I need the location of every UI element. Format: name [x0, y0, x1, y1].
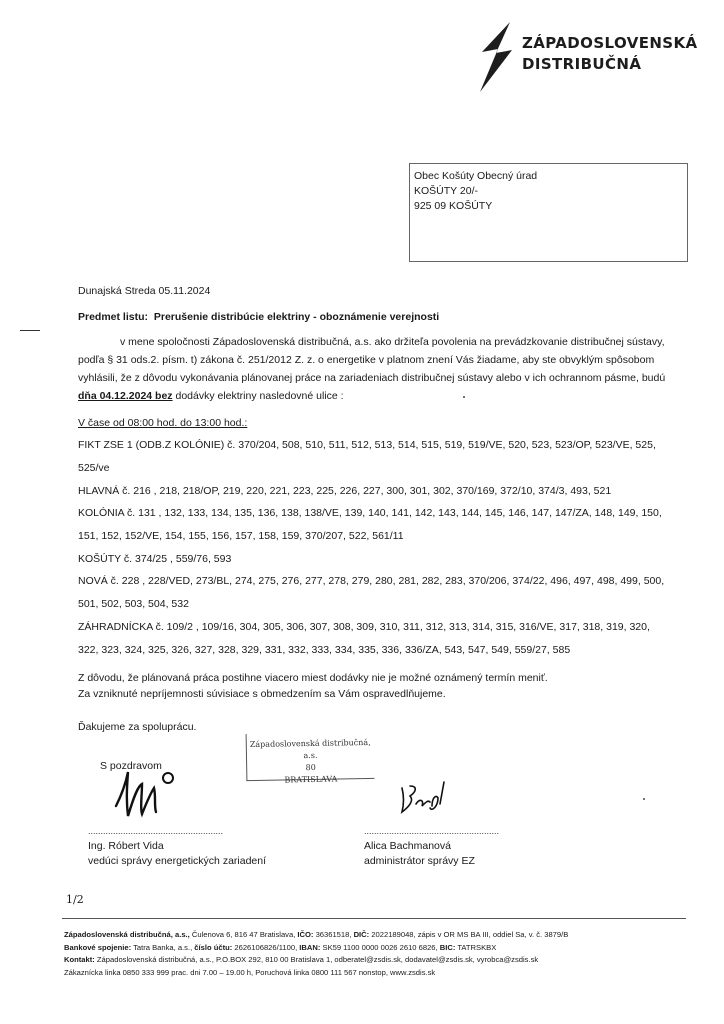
stamp-line-3: BRATISLAVA	[284, 774, 338, 785]
street-line: NOVÁ č. 228 , 228/VED, 273/BL, 274, 275, 276, 277, 278, 279, 280, 281, 282, 283, 370/206, 374/22, 496, 497, 498, 499, 500,	[78, 575, 665, 587]
stamp-line-2: 80	[305, 762, 316, 773]
speck-mark	[643, 798, 645, 800]
footer-line-1: Západoslovenská distribučná, a.s., Čulenova 6, 816 47 Bratislava, IČO: 36361518, DIČ: 2022189048, zápis v OR MS BA III, oddiel Sa, v. č. 3879/B	[64, 930, 569, 939]
fold-mark	[20, 330, 40, 331]
company-stamp	[246, 732, 375, 785]
street-line: FIKT ZSE 1 (ODB.Z KOLÓNIE) č. 370/204, 508, 510, 511, 512, 513, 514, 515, 519, 519/VE, 520, 523, 523/OP, 523/VE, 525,	[78, 439, 656, 451]
street-line: 322, 323, 324, 325, 326, 327, 328, 329, 331, 332, 333, 334, 335, 336, 336/ZA, 543, 547, 549, 559/27, 585	[78, 644, 571, 656]
time-range: V čase od 08:00 hod. do 13:00 hod.:	[78, 417, 248, 429]
signatory-right-name: Alica Bachmanová	[364, 840, 451, 852]
street-line: 525/ve	[78, 462, 110, 474]
subject-text: Prerušenie distribúcie elektriny - oboznámenie verejnosti	[153, 311, 440, 323]
footer-line-4: Zákaznícka linka 0850 333 999 prac. dni 7.00 – 19.00 h, Poruchová linka 0800 111 567 nonstop, www.zsdis.sk	[64, 967, 436, 977]
intro-line-4	[78, 386, 344, 406]
page-number: 1/2	[66, 893, 84, 906]
street-line: KOLÓNIA č. 131 , 132, 133, 134, 135, 136, 138, 138/VE, 139, 140, 141, 142, 143, 144, 145, 146, 147, 147/ZA, 148, 149, 150,	[78, 507, 662, 519]
intro-line-1: v mene spoločnosti Západoslovenská distribučná, a.s. ako držiteľa povolenia na prevádzkovanie distribučnej sústavy,	[120, 336, 665, 348]
subject-line	[78, 307, 439, 327]
signature-vida-icon	[112, 766, 182, 824]
date-line: Dunajská Streda 05.11.2024	[78, 285, 211, 297]
street-line: 501, 502, 503, 504, 532	[78, 598, 189, 610]
signatory-left-role: vedúci správy energetických zariadení	[88, 855, 267, 867]
thanks-line: Ďakujeme za spoluprácu.	[78, 721, 197, 733]
footer-line-3: Kontakt: Západoslovenská distribučná, a.s., P.O.BOX 292, 810 00 Bratislava 1, odberatel@zsdis.sk, dodavatel@zsdis.sk, vyrobca@zsdis.sk	[64, 955, 539, 964]
intro-line-3: vyhlásili, že z dôvodu vykonávania plánovanej práce na zariadeniach distribučnej sústavy alebo v ich ochrannom pásme, budú	[78, 372, 666, 384]
signature-line-left: ......................................................	[88, 826, 224, 836]
logo-line-1: ZÁPADOSLOVENSKÁ	[522, 34, 698, 52]
regards-line: S pozdravom	[100, 760, 162, 772]
street-line: KOŠÚTY č. 374/25 , 559/76, 593	[78, 553, 232, 565]
intro-line-4-rest: dodávky elektriny nasledovné ulice :	[172, 390, 344, 402]
footer-divider	[62, 918, 686, 919]
footer	[64, 929, 568, 979]
intro-line-2: podľa § 31 ods.2. písm. t) zákona č. 251/2012 Z. z. o energetike v platnom znení Vás žiadame, aby ste obvyklým spôsobom	[78, 354, 655, 366]
logo-line-2: DISTRIBUČNÁ	[522, 55, 642, 73]
closing-line-1: Z dôvodu, že plánovaná práca postihne viacero miest dodávky nie je možné oznámený termín meniť.	[78, 672, 548, 684]
recipient-line-1: Obec Košúty Obecný úrad	[414, 170, 538, 182]
recipient-line-2: KOŠÚTY 20/-	[414, 185, 478, 197]
stamp-line-1: Západoslovenská distribučná, a.s.	[249, 737, 371, 761]
closing-line-2: Za vzniknuté nepríjemnosti súvisiace s obmedzením sa Vám ospravedlňujeme.	[78, 688, 446, 700]
signatory-right-role: administrátor správy EZ	[364, 855, 475, 867]
subject-label: Predmet listu:	[78, 311, 149, 323]
outage-date: dňa 04.12.2024 bez	[78, 390, 173, 402]
signature-line-right: ......................................................	[364, 826, 500, 836]
street-line: ZÁHRADNÍCKA č. 109/2 , 109/16, 304, 305, 306, 307, 308, 309, 310, 311, 312, 313, 314, 315, 316/VE, 317, 318, 319, 320,	[78, 621, 650, 633]
footer-line-2: Bankové spojenie: Tatra Banka, a.s., číslo účtu: 2626106826/1100, IBAN: SK59 1100 0000 0026 2610 6826, BIC: TATRSKBX	[64, 942, 497, 952]
street-line: 151, 152, 152/VE, 154, 155, 156, 157, 158, 159, 370/207, 522, 561/11	[78, 530, 404, 542]
company-logo-text	[522, 33, 698, 75]
speck-mark	[463, 396, 465, 398]
signature-bachmanova-icon	[396, 778, 454, 818]
recipient-line-3: 925 09 KOŠÚTY	[414, 200, 493, 212]
lightning-logo-icon	[476, 22, 516, 92]
recipient-address-box	[409, 163, 688, 262]
street-line: HLAVNÁ č. 216 , 218, 218/OP, 219, 220, 221, 223, 225, 226, 227, 300, 301, 302, 370/169, 372/10, 374/3, 493, 521	[78, 485, 612, 497]
signatory-left-name: Ing. Róbert Vida	[88, 840, 164, 852]
